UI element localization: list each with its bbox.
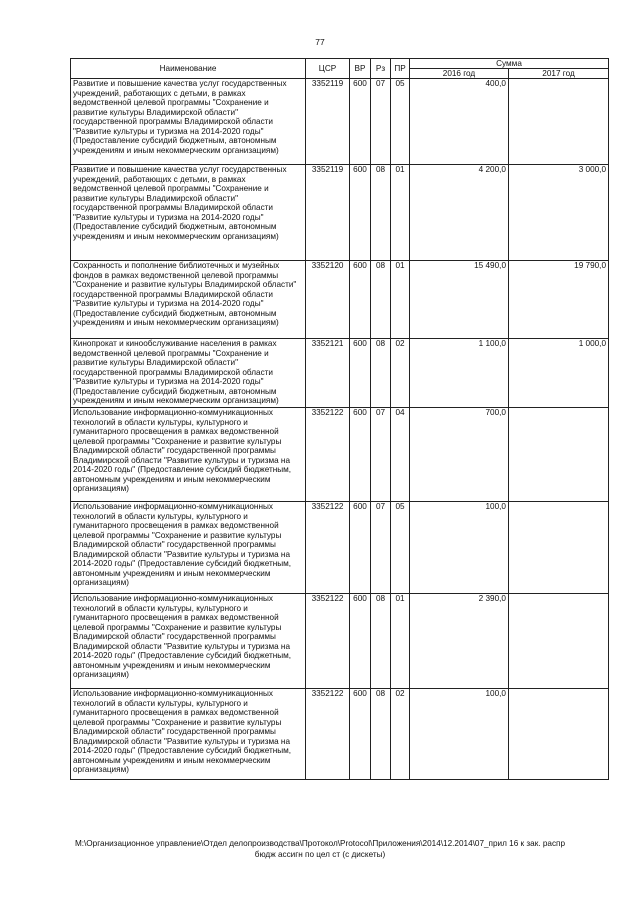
table-row	[71, 165, 609, 261]
cell-csr: 3352120	[306, 261, 350, 339]
header-csr: ЦСР	[306, 59, 350, 79]
cell-name: Использование информационно-коммуникационных технологий в области культуры, культурного и гуманитарного просвещения в рамках ведомственной целевой программы "Сохранение и развитие культуры Владимирской области" государственной программы Владимирской области "Развитие культуры и туризма на 2014-2020 годы" (Предоставление субсидий бюджетным, автономным учреждениям и иным некоммерческим организациям)	[71, 689, 306, 780]
footer	[40, 838, 600, 860]
cell-pr: 01	[391, 165, 410, 261]
cell-2017	[509, 689, 609, 780]
cell-2017	[509, 502, 609, 594]
cell-csr: 3352119	[306, 79, 350, 165]
cell-2016: 100,0	[410, 502, 509, 594]
table-row	[71, 408, 609, 502]
cell-csr: 3352119	[306, 165, 350, 261]
header-year-2017: 2017 год	[509, 69, 609, 79]
cell-2016: 100,0	[410, 689, 509, 780]
cell-csr: 3352122	[306, 408, 350, 502]
cell-rz: 07	[371, 408, 391, 502]
cell-vr: 600	[350, 408, 371, 502]
cell-2017	[509, 594, 609, 689]
cell-name: Использование информационно-коммуникационных технологий в области культуры, культурного и гуманитарного просвещения в рамках ведомственной целевой программы "Сохранение и развитие культуры Владимирской области" государственной программы Владимирской области "Развитие культуры и туризма на 2014-2020 годы" (Предоставление субсидий бюджетным, автономным учреждениям и иным некоммерческим организациям)	[71, 594, 306, 689]
cell-rz: 08	[371, 165, 391, 261]
header-rz: Рз	[371, 59, 391, 79]
cell-2016: 2 390,0	[410, 594, 509, 689]
cell-2017: 3 000,0	[509, 165, 609, 261]
cell-vr: 600	[350, 502, 371, 594]
page-number: 77	[315, 37, 325, 47]
cell-vr: 600	[350, 261, 371, 339]
cell-pr: 02	[391, 689, 410, 780]
header-name: Наименование	[71, 59, 306, 79]
cell-vr: 600	[350, 339, 371, 408]
header-year-2016: 2016 год	[410, 69, 509, 79]
cell-2017	[509, 79, 609, 165]
cell-name: Использование информационно-коммуникационных технологий в области культуры, культурного и гуманитарного просвещения в рамках ведомственной целевой программы "Сохранение и развитие культуры Владимирской области" государственной программы Владимирской области "Развитие культуры и туризма на 2014-2020 годы" (Предоставление субсидий бюджетным, автономным учреждениям и иным некоммерческим организациям)	[71, 408, 306, 502]
footer-path-continued: бюдж ассигн по цел ст (с дискеты)	[254, 850, 386, 859]
cell-2016: 700,0	[410, 408, 509, 502]
cell-name: Развитие и повышение качества услуг государственных учреждений, работающих с детьми, в рамках ведомственной целевой программы "Сохранение и развитие культуры Владимирской области" государственной программы Владимирской области "Развитие культуры и туризма на 2014-2020 годы" (Предоставление субсидий бюджетным, автономным учреждениям и иным некоммерческим организациям)	[71, 79, 306, 165]
footer-path: М:\Организационное управление\Отдел делопроизводства\Протокол\Protocol\Приложения\2014\12.2014\07_прил 16 к зак. распр	[74, 839, 566, 848]
header-sum: Сумма	[410, 59, 609, 69]
cell-vr: 600	[350, 79, 371, 165]
table-row	[71, 689, 609, 780]
table-row	[71, 594, 609, 689]
cell-name: Использование информационно-коммуникационных технологий в области культуры, культурного и гуманитарного просвещения в рамках ведомственной целевой программы "Сохранение и развитие культуры Владимирской области" государственной программы Владимирской области "Развитие культуры и туризма на 2014-2020 годы" (Предоставление субсидий бюджетным, автономным учреждениям и иным некоммерческим организациям)	[71, 502, 306, 594]
cell-2016: 15 490,0	[410, 261, 509, 339]
cell-rz: 08	[371, 689, 391, 780]
cell-pr: 05	[391, 79, 410, 165]
cell-name: Кинопрокат и кинообслуживание населения в рамках ведомственной целевой программы "Сохранение и развитие культуры Владимирской области" государственной программы Владимирской области "Развитие культуры и туризма на 2014-2020 годы" (Предоставление субсидий бюджетным, автономным учреждениям и иным некоммерческим организациям)	[71, 339, 306, 408]
cell-rz: 07	[371, 79, 391, 165]
cell-csr: 3352122	[306, 689, 350, 780]
cell-rz: 08	[371, 261, 391, 339]
table-row	[71, 502, 609, 594]
header-pr: ПР	[391, 59, 410, 79]
cell-2016: 1 100,0	[410, 339, 509, 408]
cell-rz: 07	[371, 502, 391, 594]
cell-pr: 01	[391, 261, 410, 339]
cell-csr: 3352122	[306, 594, 350, 689]
cell-name: Развитие и повышение качества услуг государственных учреждений, работающих с детьми, в рамках ведомственной целевой программы "Сохранение и развитие культуры Владимирской области" государственной программы Владимирской области "Развитие культуры и туризма на 2014-2020 годы" (Предоставление субсидий бюджетным, автономным учреждениям и иным некоммерческим организациям)	[71, 165, 306, 261]
table-header	[71, 59, 609, 79]
cell-2017: 19 790,0	[509, 261, 609, 339]
cell-2017	[509, 408, 609, 502]
cell-vr: 600	[350, 165, 371, 261]
table-row	[71, 261, 609, 339]
cell-pr: 04	[391, 408, 410, 502]
cell-pr: 05	[391, 502, 410, 594]
table-body	[71, 79, 609, 780]
cell-csr: 3352122	[306, 502, 350, 594]
cell-csr: 3352121	[306, 339, 350, 408]
cell-2016: 400,0	[410, 79, 509, 165]
cell-pr: 02	[391, 339, 410, 408]
cell-vr: 600	[350, 689, 371, 780]
cell-pr: 01	[391, 594, 410, 689]
cell-name: Сохранность и пополнение библиотечных и музейных фондов в рамках ведомственной целевой программы "Сохранение и развитие культуры Владимирской области" государственной программы Владимирской области "Развитие культуры и туризма на 2014-2020 годы" (Предоставление субсидий бюджетным, автономным учреждениям и иным некоммерческим организациям)	[71, 261, 306, 339]
header-vr: ВР	[350, 59, 371, 79]
cell-vr: 600	[350, 594, 371, 689]
cell-2017: 1 000,0	[509, 339, 609, 408]
budget-table	[70, 58, 609, 780]
table-row	[71, 79, 609, 165]
cell-2016: 4 200,0	[410, 165, 509, 261]
table-row	[71, 339, 609, 408]
cell-rz: 08	[371, 339, 391, 408]
cell-rz: 08	[371, 594, 391, 689]
